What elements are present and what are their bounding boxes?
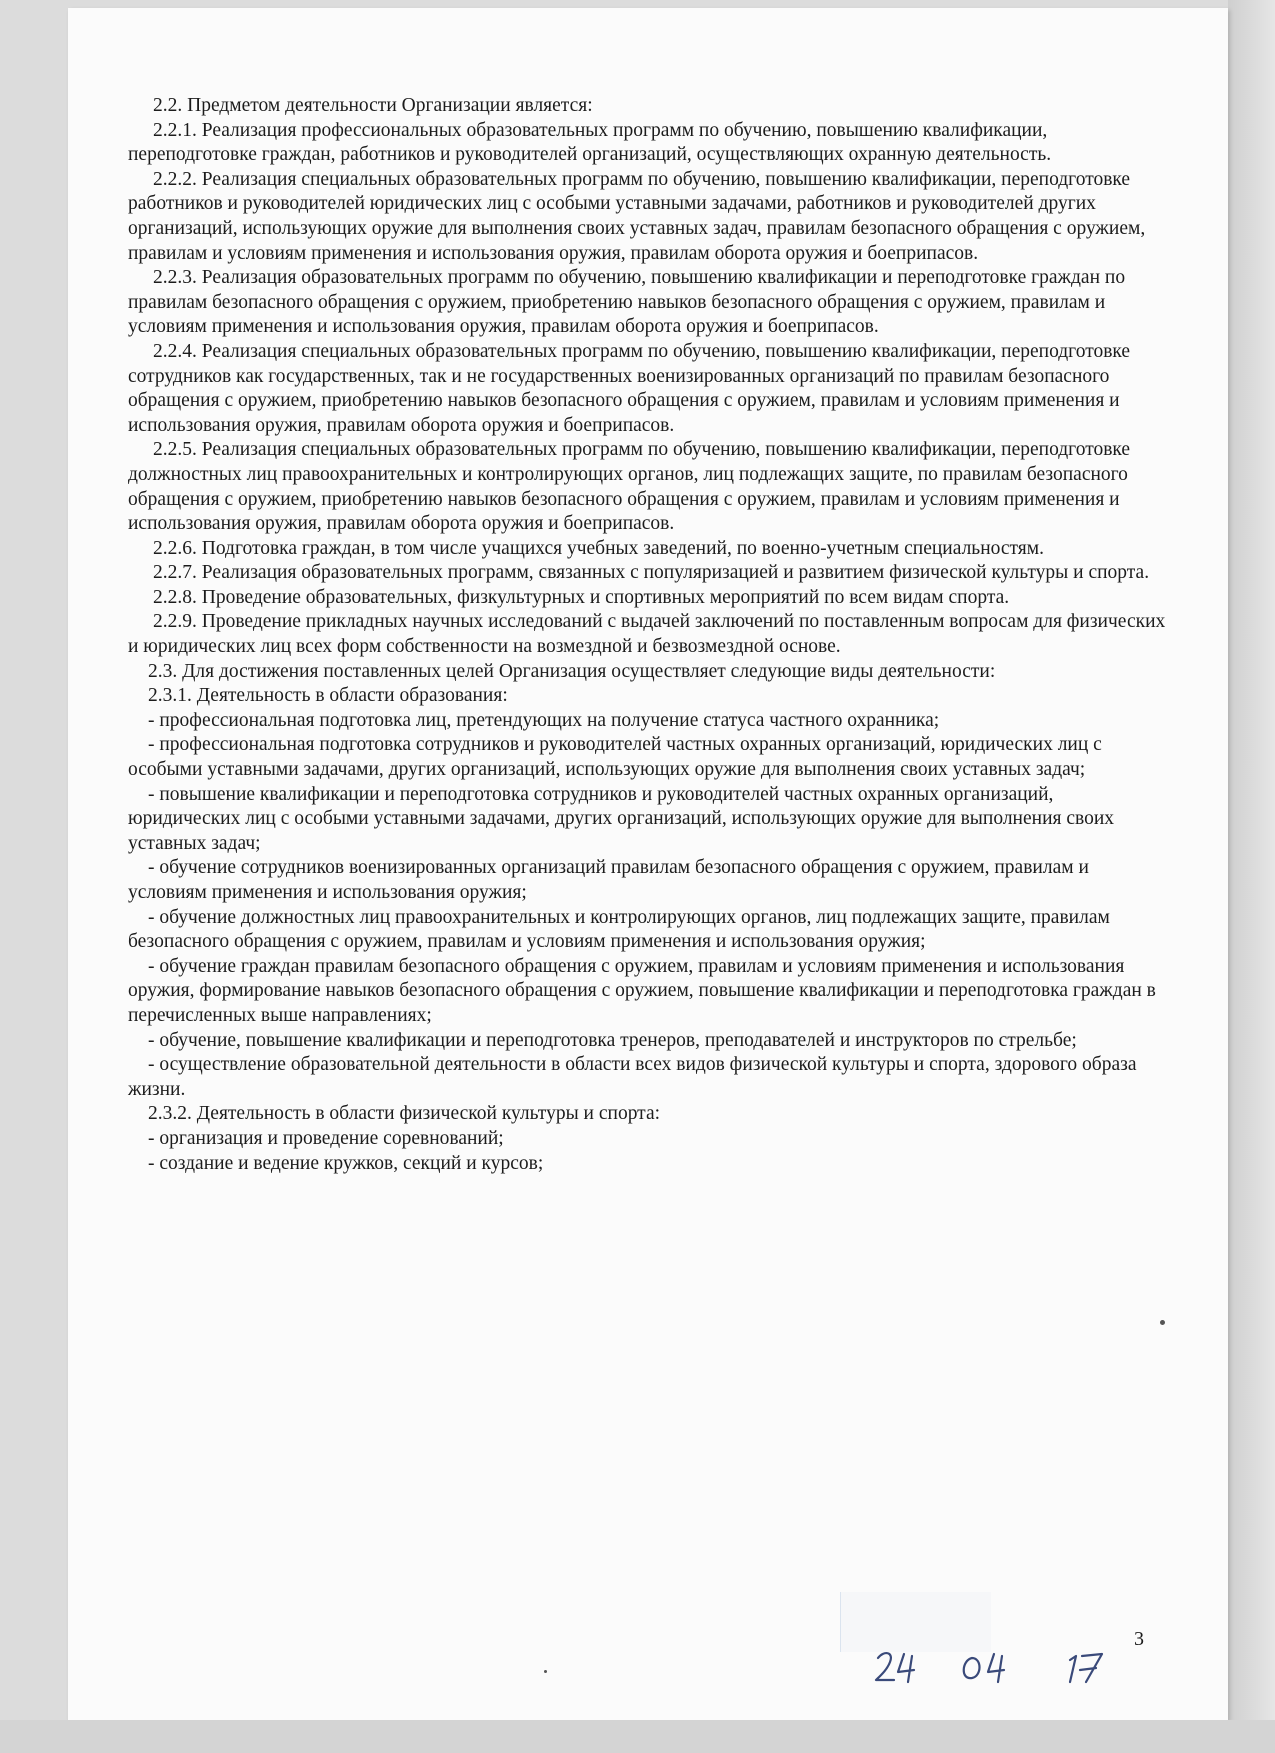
paragraph: 2.2.5. Реализация специальных образовательных программ по обучению, повышению квалификации, переподготовке должностных лиц правоохранительных и контролирующих органов, лиц подлежащих защите, по правилам безопасного обращения с оружием, приобретению навыков безопасного обращения с оружием, правилам и условиям применения и использования оружия, правилам оборота оружия и боеприпасов. [128,439,1131,535]
paragraph: - обучение сотрудников военизированных организаций правилам безопасного обращения с оружием, правилам и условиям применения и использования оружия; [128,857,1089,903]
handwritten-date [860,1640,1120,1690]
paragraph: - организация и проведение соревнований; [148,1127,504,1149]
scan-edge-right [1228,0,1275,1753]
paragraph: 2.3.2. Деятельность в области физической культуры и спорта: [148,1103,661,1125]
paragraph: - профессиональная подготовка сотрудников и руководителей частных охранных организаций, юридических лиц с особыми уставными задачами, других организаций, использующих оружие для выполнения своих уставных задач; [128,734,1102,781]
paragraph: - обучение должностных лиц правоохранительных и контролирующих органов, лиц подлежащих защите, правилам безопасного обращения с оружием, правилам и условиям применения и использования оружия; [128,906,1110,953]
scan-speck [1160,1320,1165,1325]
paragraph: - создание и ведение кружков, секций и курсов; [148,1152,544,1174]
paragraph: - осуществление образовательной деятельности в области всех видов физической культуры и спорта, здорового образа жизни. [128,1054,1137,1100]
paragraph: - обучение граждан правилам безопасного обращения с оружием, правилам и условиям применения и использования оружия, формирование навыков безопасного обращения с оружием, повышение квалификации и переподготовка граждан в перечисленных выше направлениях; [128,955,1156,1026]
paragraph: 2.3. Для достижения поставленных целей Организация осуществляет следующие виды деятельности: [148,660,996,682]
paragraph: 2.3.1. Деятельность в области образования: [148,685,508,707]
page-number: 3 [1134,1628,1144,1650]
paragraph: 2.2.3. Реализация образовательных программ по обучению, повышению квалификации и переподготовке граждан по правилам безопасного обращения с оружием, приобретению навыков безопасного обращения с оружием, правилам и условиям применения и использования оружия, правилам оборота оружия и боеприпасов. [128,267,1126,338]
scan-edge-bottom [0,1720,1275,1753]
scan-speck [544,1670,547,1673]
document-body [128,94,1168,1176]
paragraph: 2.2.2. Реализация специальных образовательных программ по обучению, повышению квалификации, переподготовке работников и руководителей юридических лиц с особыми уставными задачами, работников и руководителей других организаций, использующих оружие для выполнения своих уставных задач, правилам безопасного обращения с оружием, правилам и условиям применения и использования оружия, правилам оборота оружия и боеприпасов. [128,168,1146,264]
paragraph: 2.2.1. Реализация профессиональных образовательных программ по обучению, повышению квалификации, переподготовке граждан, работников и руководителей организаций, осуществляющих охранную деятельность. [128,119,1052,166]
paragraph: 2.2. Предметом деятельности Организации является: [153,95,593,116]
paragraph: 2.2.8. Проведение образовательных, физкультурных и спортивных мероприятий по всем видам спорта. [153,586,1010,608]
paragraph: 2.2.4. Реализация специальных образовательных программ по обучению, повышению квалификации, переподготовке сотрудников как государственных, так и не государственных военизированных организаций по правилам безопасного обращения с оружием, приобретению навыков безопасного обращения с оружием, правилам и условиям применения и использования оружия, правилам оборота оружия и боеприпасов. [128,340,1131,436]
paragraph: - профессиональная подготовка лиц, претендующих на получение статуса частного охранника; [148,709,940,731]
paragraph: - повышение квалификации и переподготовка сотрудников и руководителей частных охранных организаций, юридических лиц с особыми уставными задачами, других организаций, использующих оружие для выполнения своих уставных задач; [128,783,1115,854]
paragraph: 2.2.6. Подготовка граждан, в том числе учащихся учебных заведений, по военно-учетным специальностям. [153,537,1044,559]
paragraph: 2.2.7. Реализация образовательных программ, связанных с популяризацией и развитием физической культуры и спорта. [153,562,1150,584]
paragraph: 2.2.9. Проведение прикладных научных исследований с выдачей заключений по поставленным вопросам для физических и юридических лиц всех форм собственности на возмездной и безвозмездной основе. [128,611,1166,658]
paragraph: - обучение, повышение квалификации и переподготовка тренеров, преподавателей и инструкторов по стрельбе; [148,1029,1077,1051]
